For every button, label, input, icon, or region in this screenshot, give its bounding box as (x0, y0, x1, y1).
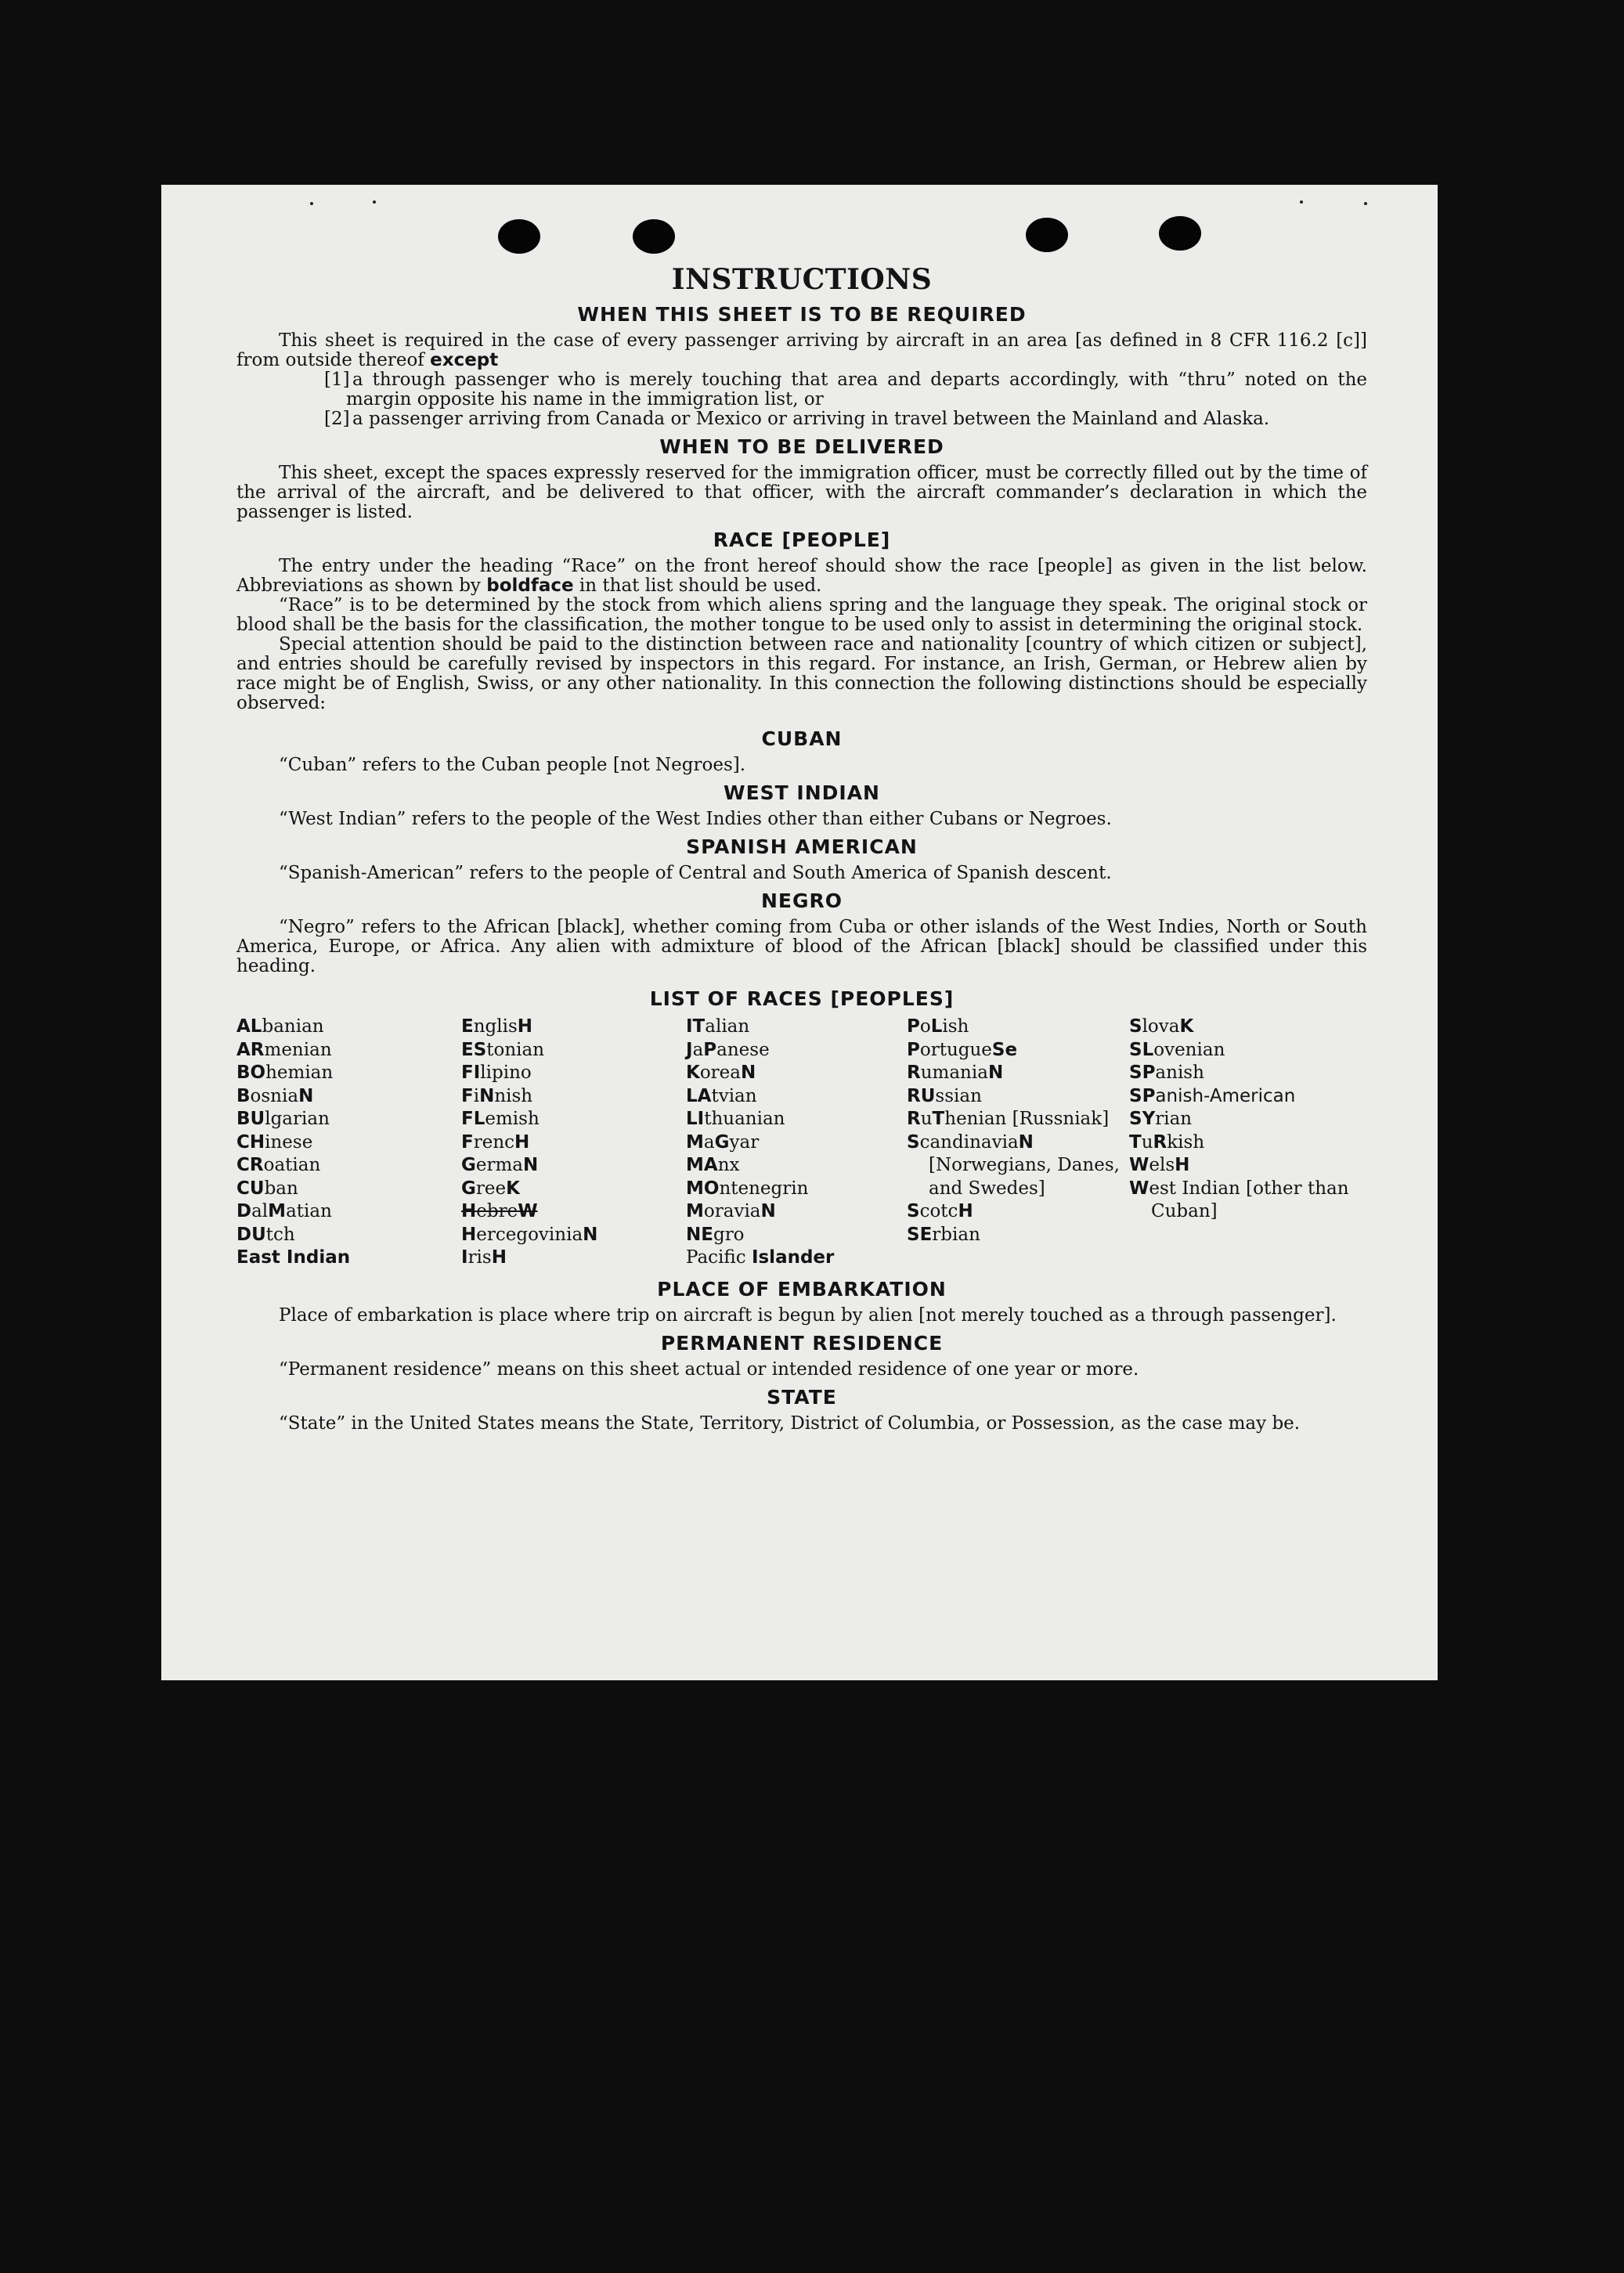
race-entry: CUban (236, 1178, 298, 1199)
race-entry: Pacific Islander (686, 1247, 835, 1268)
section-heading-required: WHEN THIS SHEET IS TO BE REQUIRED (577, 303, 1027, 327)
race-entry: BosniaN (236, 1085, 314, 1106)
document-page (161, 185, 1438, 1680)
race-column (1129, 1016, 1367, 1270)
race-entry: GreeK (461, 1178, 520, 1199)
race-column (907, 1016, 1129, 1270)
race-entry: ScotcH (907, 1201, 973, 1222)
race-entry: EStonian (461, 1039, 545, 1060)
race-entry: ScandinaviaN [Norwegians, Danes, and Swedes] (907, 1131, 1120, 1199)
race-entry: SYrian (1129, 1109, 1193, 1130)
race-column (686, 1016, 907, 1270)
cuban-text: “Cuban” refers to the Cuban people [not Negroes]. (279, 755, 746, 776)
section-heading-negro: NEGRO (760, 889, 843, 913)
instructions-content (236, 263, 1367, 1434)
race-entry: SlovaK (1129, 1016, 1194, 1037)
race-entry: ALbanian (236, 1016, 324, 1037)
list-item: [2] a passenger arriving from Canada or Mexico or arriving in travel between the Mainland and Alaska. (324, 409, 1270, 430)
race-entry: SLovenian (1129, 1039, 1225, 1060)
section-heading-embarkation: PLACE OF EMBARKATION (657, 1277, 947, 1301)
race-column (236, 1016, 461, 1270)
race-entry: SErbian (907, 1224, 980, 1245)
delivered-text: This sheet, except the spaces expressly reserved for the immigration officer, must be correctly filled out by the time of the arrival of the aircraft, and be delivered to that officer, with the aircraft commander’s declaration in which the passenger is listed. (236, 463, 1367, 523)
race-entry: IrisH (461, 1247, 507, 1268)
race-entry: PortugueSe (907, 1039, 1018, 1060)
negro-text: “Negro” refers to the African [black], whether coming from Cuba or other islands of the West Indies, North or South America, Europe, or Africa. Any alien with admixture of blood of the African [black] should be classified under this heading. (236, 917, 1367, 977)
race-entry: SPanish-American (1129, 1085, 1296, 1106)
section-heading-spanish-american: SPANISH AMERICAN (686, 835, 918, 859)
section-heading-west-indian: WEST INDIAN (724, 781, 880, 805)
race-entry: WelsH (1129, 1155, 1190, 1176)
west-indian-text: “West Indian” refers to the people of the West Indies other than either Cubans or Negroes. (279, 809, 1112, 830)
race-entry: MAnx (686, 1155, 740, 1176)
race-entry: RuThenian [Russniak] (907, 1109, 1110, 1130)
required-intro: This sheet is required in the case of every passenger arriving by aircraft in an area [as defined in 8 CFR 116.2 [c]] from outside thereof except (236, 330, 1367, 371)
race-entry: LIthuanian (686, 1109, 785, 1130)
race-entry: DUtch (236, 1224, 295, 1245)
race-entry: BOhemian (236, 1063, 334, 1084)
race-list (236, 1016, 1367, 1270)
race-entry: TuRkish (1129, 1131, 1205, 1153)
race-entry: HebreW (461, 1201, 538, 1222)
section-heading-race: RACE [PEOPLE] (713, 529, 891, 552)
punch-hole (1026, 218, 1068, 252)
speck (1300, 200, 1303, 204)
speck (1364, 202, 1367, 205)
page-title: INSTRUCTIONS (671, 263, 933, 296)
race-entry: RUssian (907, 1085, 982, 1106)
section-heading-state: STATE (767, 1385, 837, 1409)
race-entry: SPanish (1129, 1063, 1204, 1084)
race-entry: FiNnish (461, 1085, 533, 1106)
race-entry: KoreaN (686, 1063, 756, 1084)
race-entry: FLemish (461, 1109, 540, 1130)
race-entry: ARmenian (236, 1039, 332, 1060)
race-column (461, 1016, 686, 1270)
race-paragraph-2: “Race” is to be determined by the stock from which aliens spring and the language they speak. The original stock or blood shall be the basis for the classification, the mother tongue to be used only to assist in determining the original stock. (236, 595, 1367, 636)
section-heading-delivered: WHEN TO BE DELIVERED (659, 435, 944, 459)
race-entry: GermaN (461, 1155, 539, 1176)
race-entry: BUlgarian (236, 1109, 330, 1130)
race-paragraph-3: Special attention should be paid to the distinction between race and nationality [country of which citizen or subject], and entries should be carefully revised by inspectors in this regard. For instance, an Irish, German, or Hebrew alien by race might be of English, Swiss, or any other nationality. In this connection the following distinctions should be especially observed: (236, 634, 1367, 714)
punch-hole (1159, 216, 1201, 251)
speck (310, 202, 313, 205)
embarkation-text: Place of embarkation is place where trip on aircraft is begun by alien [not merely touched as a through passenger]. (279, 1304, 1337, 1326)
race-entry: PoLish (907, 1016, 969, 1037)
race-entry: MaGyar (686, 1131, 760, 1153)
state-text: “State” in the United States means the State, Territory, District of Columbia, or Possession, as the case may be. (279, 1413, 1301, 1434)
race-entry: FrencH (461, 1131, 530, 1153)
section-heading-residence: PERMANENT RESIDENCE (660, 1331, 944, 1355)
section-heading-list: LIST OF RACES [PEOPLES] (649, 987, 955, 1011)
residence-text: “Permanent residence” means on this sheet actual or intended residence of one year or more. (279, 1358, 1139, 1380)
race-entry: ITalian (686, 1016, 750, 1037)
race-entry: JaPanese (686, 1039, 770, 1060)
race-entry: DalMatian (236, 1201, 332, 1222)
punch-hole (498, 219, 540, 254)
spanish-american-text: “Spanish-American” refers to the people of Central and South America of Spanish descent. (279, 863, 1112, 884)
race-entry: MOntenegrin (686, 1178, 809, 1199)
punch-hole (633, 219, 675, 254)
race-entry: EnglisH (461, 1016, 533, 1037)
race-entry: CRoatian (236, 1155, 321, 1176)
race-entry: NEgro (686, 1224, 745, 1245)
section-heading-cuban: CUBAN (761, 727, 843, 751)
race-paragraph-1: The entry under the heading “Race” on the front hereof should show the race [people] as given in the list below. Abbreviations as shown by boldface in that list should be used. (236, 556, 1367, 597)
race-entry: MoraviaN (686, 1201, 776, 1222)
race-entry: LAtvian (686, 1085, 757, 1106)
race-entry: East Indian (236, 1247, 351, 1268)
race-entry: FIlipino (461, 1063, 532, 1084)
race-entry: West Indian [other than Cuban] (1129, 1178, 1349, 1222)
speck (373, 200, 376, 204)
race-entry: HercegoviniaN (461, 1224, 598, 1245)
race-entry: RumaniaN (907, 1063, 1004, 1084)
list-item: [1] a through passenger who is merely touching that area and departs accordingly, with “thru” noted on the margin opposite his name in the immigration list, or (324, 370, 1367, 410)
race-entry: CHinese (236, 1131, 313, 1153)
